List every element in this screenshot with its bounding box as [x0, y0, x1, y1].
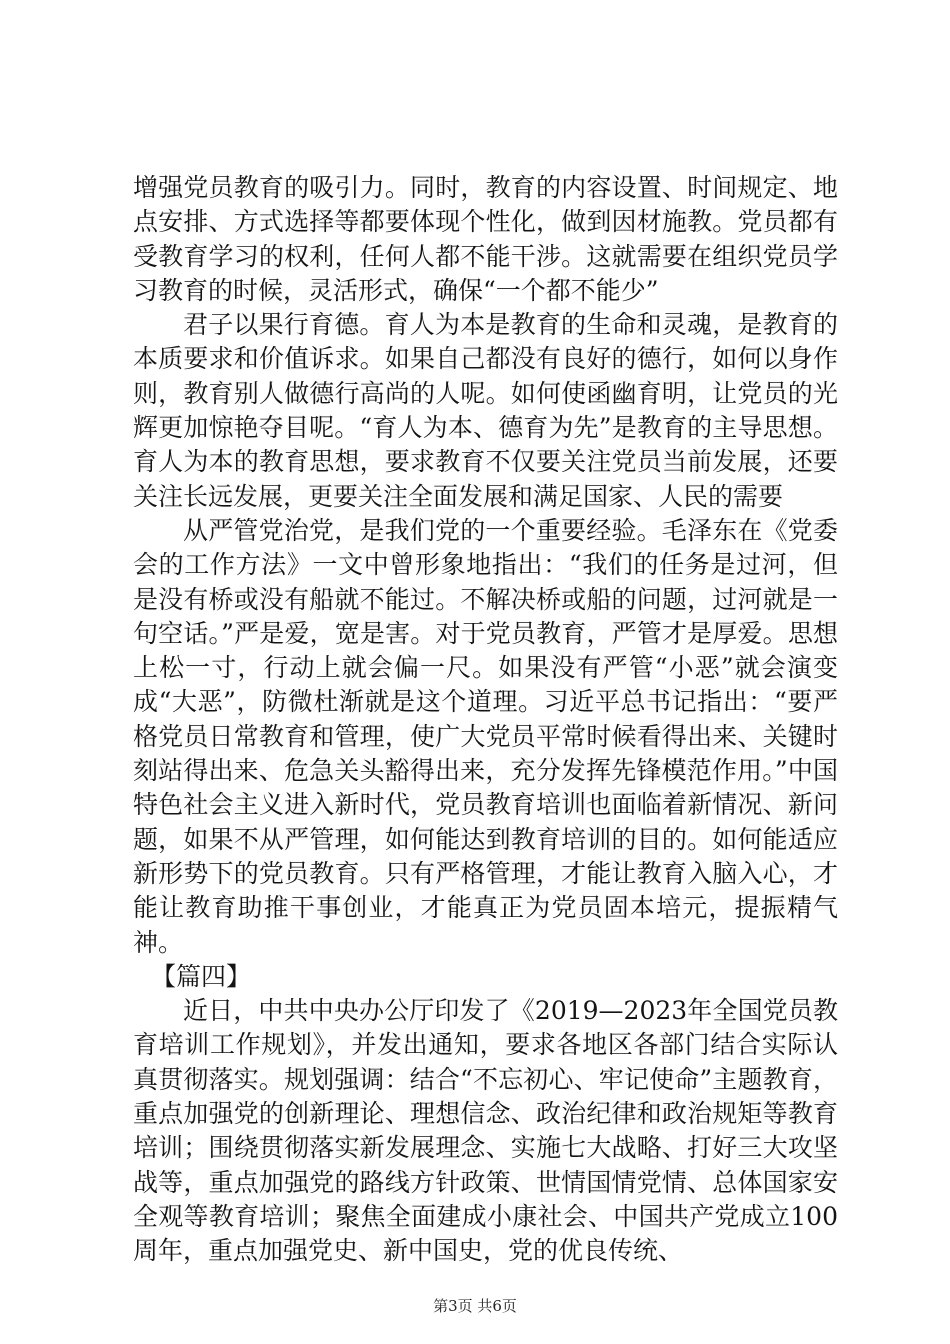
page-footer: 第3页 共6页	[433, 1297, 517, 1315]
paragraph-1: 增强党员教育的吸引力。同时，教育的内容设置、时间规定、地点安排、方式选择等都要体现个性化，做到因材施教。党员都有受教育学习的权利，任何人都不能干涉。这就需要在组织党员学习教育的时候，灵活形式，确保“一个都不能少”	[133, 173, 838, 305]
document-body	[133, 171, 838, 1269]
section-heading: 【篇四】	[151, 961, 252, 991]
paragraph-4: 近日，中共中央办公厅印发了《2019—2023年全国党员教育培训工作规划》，并发出通知，要求各地区各部门结合实际认真贯彻落实。规划强调：结合“不忘初心、牢记使命”主题教育，重点加强党的创新理论、理想信念、政治纪律和政治规矩等教育培训；围绕贯彻落实新发展理念、实施七大战略、打好三大攻坚战等，重点加强党的路线方针政策、世情国情党情、总体国家安全观等教育培训；聚焦全面建成小康社会、中国共产党成立100周年，重点加强党史、新中国史，党的优良传统、	[133, 996, 838, 1266]
paragraph-3: 从严管党治党，是我们党的一个重要经验。毛泽东在《党委会的工作方法》一文中曾形象地指出：“我们的任务是过河，但是没有桥或没有船就不能过。不解决桥或船的问题，过河就是一句空话。”严是爱，宽是害。对于党员教育，严管才是厚爱。思想上松一寸，行动上就会偏一尺。如果没有严管“小恶”就会演变成“大恶”，防微杜渐就是这个道理。习近平总书记指出：“要严格党员日常教育和管理，使广大党员平常时候看得出来、关键时刻站得出来、危急关头豁得出来，充分发挥先锋模范作用。”中国特色社会主义进入新时代，党员教育培训也面临着新情况、新问题，如果不从严管理，如何能达到教育培训的目的。如何能适应新形势下的党员教育。只有严格管理，才能让教育入脑入心，才能让教育助推干事创业，才能真正为党员固本培元，提振精气神。	[133, 515, 838, 957]
paragraph-2: 君子以果行育德。育人为本是教育的生命和灵魂，是教育的本质要求和价值诉求。如果自己都没有良好的德行，如何以身作则，教育别人做德行高尚的人呢。如何使函幽育明，让党员的光辉更加惊艳夺目呢。“育人为本、德育为先”是教育的主导思想。育人为本的教育思想，要求教育不仅要关注党员当前发展，还要关注长远发展，更要关注全面发展和满足国家、人民的需要	[133, 310, 838, 511]
